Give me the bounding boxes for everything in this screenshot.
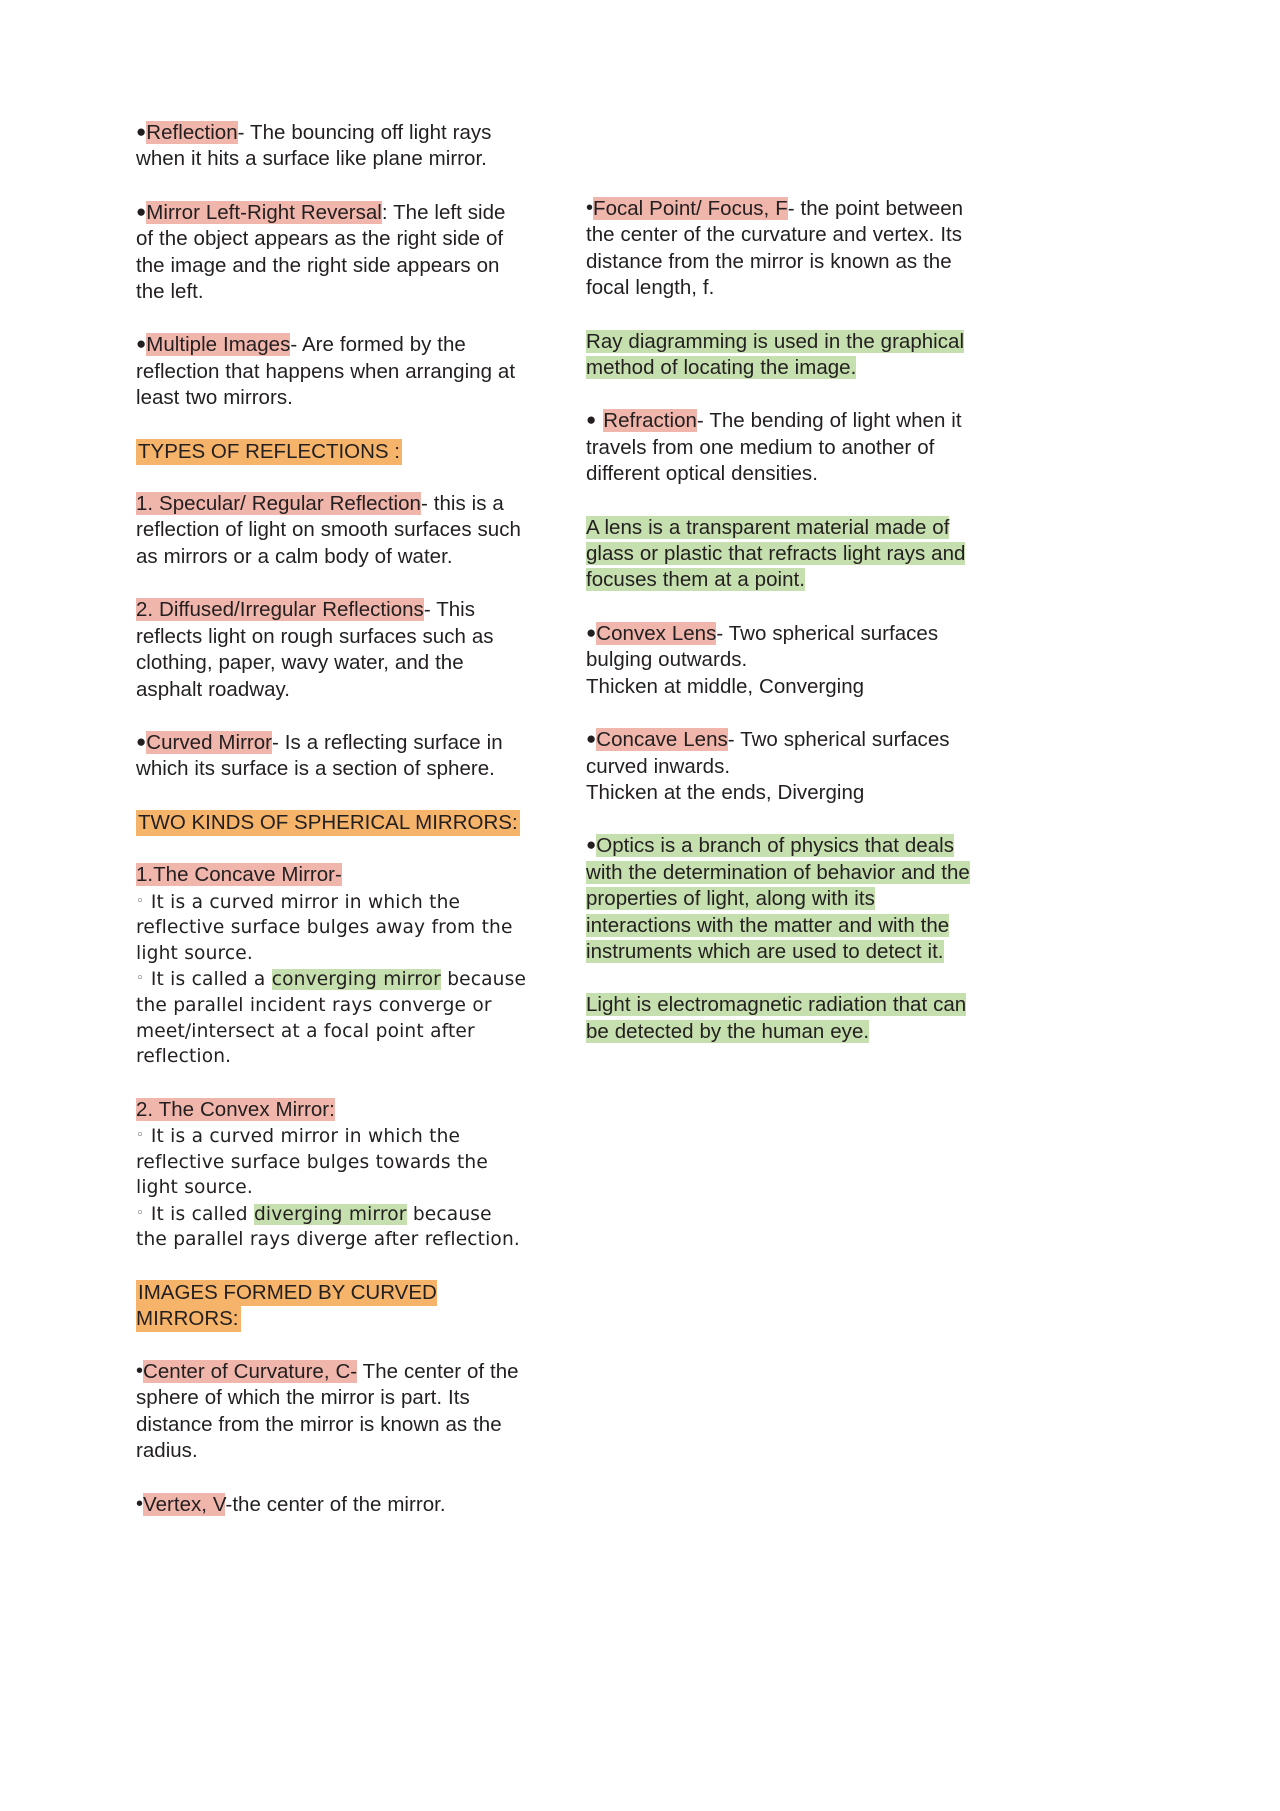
filled-bullet-icon: ● [136,731,147,751]
point-text: It is a curved mirror in which the reflective surface bulges away from the light source. [136,891,513,964]
point-text-post: because the parallel rays diverge after reflection. [136,1203,520,1251]
note-light-definition [586,992,978,1045]
body-diffused-reflection: - This reflects light on rough surfaces such as clothing, paper, wavy water, and the asphalt roadway. [136,598,494,701]
note-specular-reflection [136,491,528,570]
body-specular-reflection: - this is a reflection of light on smooth surfaces such as mirrors or a calm body of water. [136,492,521,568]
hollow-bullet-icon: ◦ [136,1128,144,1144]
definition-lens: A lens is a transparent material made of glass or plastic that refracts light rays and focuses them at a point. [586,515,966,592]
note-convex-lens-extra: Thicken at middle, Converging [586,674,865,698]
filled-bullet-icon: ● [136,122,147,141]
term-concave-lens: Concave Lens [596,728,728,752]
note-reflection [136,120,528,173]
small-bullet-icon: • [136,1359,144,1382]
body-center-of-curvature: The center of the sphere of which the mirror is part. Its distance from the mirror is known as the radius. [136,1359,519,1463]
note-optics-definition [586,833,978,965]
term-curved-mirror: Curved Mirror [146,730,273,754]
convex-mirror-point-2 [136,1201,528,1253]
body-focal-point: - the point between the center of the curvature and vertex. Its distance from the mirror is known as the focal length, f. [586,197,964,300]
term-diffused-reflection: 2. Diffused/Irregular Reflections [136,598,424,622]
note-convex-mirror [136,1097,528,1253]
term-concave-mirror: 1.The Concave Mirror- [136,863,342,887]
right-column [586,120,978,1072]
body-reflection: - The bouncing off light rays when it hits a surface like plane mirror. [136,121,492,171]
concave-mirror-point-2 [136,966,528,1069]
section-heading-types-of-reflections [136,439,528,465]
note-multiple-images [136,332,528,411]
definition-optics: Optics is a branch of physics that deals with the determination of behavior and the properties of light, along with its interactions with the matter and with the instruments which are used to detect it. [586,834,970,963]
small-bullet-icon: • [586,197,594,219]
note-mirror-reversal [136,200,528,306]
filled-bullet-icon: ● [586,729,597,749]
definition-light: Light is electromagnetic radiation that can be detected by the human eye. [586,993,967,1043]
note-concave-mirror [136,862,528,1070]
note-lens-definition [586,515,978,594]
term-convex-mirror: 2. The Convex Mirror: [136,1097,335,1121]
note-convex-lens [586,621,978,700]
note-ray-diagramming [586,329,978,382]
note-refraction [586,408,978,487]
note-concave-lens-extra: Thicken at the ends, Diverging [586,780,865,804]
note-concave-lens [586,727,978,806]
note-center-of-curvature [136,1359,528,1465]
point-text-pre: It is called a [150,969,272,991]
point-text: It is a curved mirror in which the reflective surface bulges towards the light source. [136,1126,488,1199]
term-specular-reflection: 1. Specular/ Regular Reflection [136,492,421,516]
heading-text: TYPES OF REFLECTIONS : [138,439,400,463]
note-vertex [136,1492,528,1518]
body-multiple-images: - Are formed by the reflection that happens when arranging at least two mirrors. [136,333,516,410]
term-mirror-reversal: Mirror Left-Right Reversal [146,200,382,224]
term-diverging-mirror: diverging mirror [253,1203,407,1225]
hollow-bullet-icon: ◦ [136,1205,144,1221]
term-focal-point: Focal Point/ Focus, F [593,197,788,220]
body-vertex: -the center of the mirror. [225,1492,446,1516]
filled-bullet-icon: ● [586,410,597,430]
filled-bullet-icon: ● [136,334,147,354]
filled-bullet-icon: ● [586,835,597,855]
term-convex-lens: Convex Lens [596,621,717,645]
heading-text: TWO KINDS OF SPHERICAL MIRRORS: [138,810,518,834]
point-text-pre: It is called [150,1203,254,1225]
note-curved-mirror [136,730,528,783]
term-refraction: Refraction [603,409,697,433]
note-focal-point [586,196,978,302]
small-bullet-icon: • [136,1492,144,1515]
term-multiple-images: Multiple Images [146,333,291,357]
filled-bullet-icon: ● [586,622,597,642]
point-text-post: because the parallel incident rays converge or meet/intersect at a focal point after reflection. [136,969,527,1068]
section-heading-images-formed-by-curved-mirrors [136,1280,528,1333]
body-curved-mirror: - Is a reflecting surface in which its surface is a section of sphere. [136,730,503,781]
term-converging-mirror: converging mirror [271,969,441,991]
two-column-layout [136,120,1150,1545]
convex-mirror-point-1 [136,1123,528,1201]
term-center-of-curvature: Center of Curvature, C- [143,1359,358,1383]
body-mirror-reversal: : The left side of the object appears as the right side of the image and the right side appears on the left. [136,200,506,304]
concave-mirror-point-1 [136,889,528,967]
hollow-bullet-icon: ◦ [136,893,144,909]
left-column [136,120,528,1545]
heading-text: IMAGES FORMED BY CURVED MIRRORS: [136,1281,437,1331]
body-concave-lens: - Two spherical surfaces curved inwards. [586,728,950,778]
term-reflection: Reflection [146,121,238,144]
hollow-bullet-icon: ◦ [136,971,144,987]
note-diffused-reflection [136,597,528,703]
filled-bullet-icon: ● [136,201,147,221]
body-convex-lens: - Two spherical surfaces bulging outwards. [586,621,939,672]
section-heading-two-kinds-spherical-mirrors [136,810,528,836]
term-vertex: Vertex, V [143,1492,226,1516]
body-refraction: - The bending of light when it travels from one medium to another of different optical densities. [586,409,962,486]
definition-ray-diagramming: Ray diagramming is used in the graphical method of locating the image. [586,329,965,380]
